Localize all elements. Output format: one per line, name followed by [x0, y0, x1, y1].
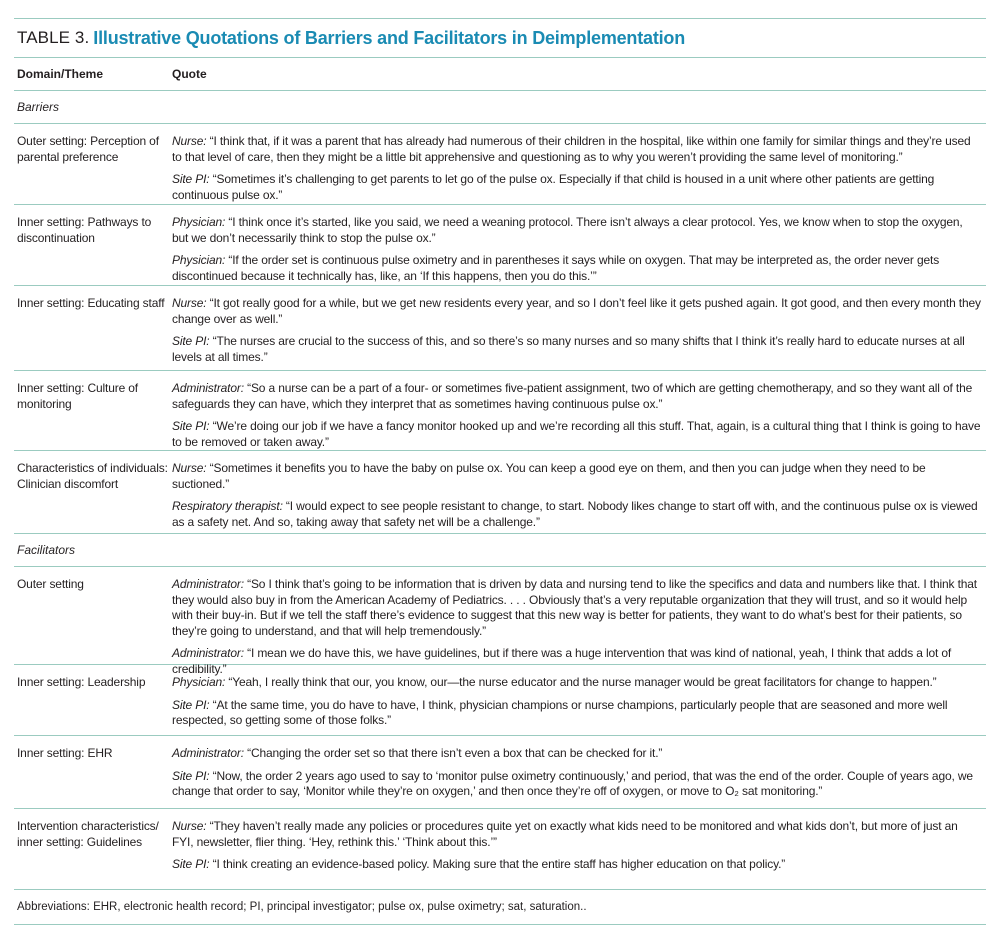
quote — [172, 857, 982, 873]
table-body — [14, 91, 986, 890]
quote-cell — [172, 567, 986, 676]
quote-cell — [172, 124, 986, 204]
quote-speaker: Site PI: — [172, 697, 210, 712]
quote — [172, 499, 982, 530]
domain-cell: Inner setting: EHR — [17, 746, 113, 760]
table-row — [14, 567, 986, 676]
domain-cell: Inner setting: Pathways to discontinuation — [17, 215, 152, 245]
quote — [172, 746, 982, 762]
table-row — [14, 124, 986, 204]
table-row — [14, 371, 986, 450]
header-domain: Domain/Theme — [17, 67, 104, 81]
table-title-bar — [14, 19, 986, 57]
quote-text: “They haven’t really made any policies or procedures quite yet on exactly what kids need to be monitored and what kids don’t, but more of just an FYI, newsletter, flier thing. ‘Hey, rethink this.’ ‘Think about this.’” — [172, 819, 958, 849]
table-row — [14, 809, 986, 889]
quote — [172, 419, 982, 450]
quote-text: “If the order set is continuous pulse oximetry and in parentheses it says while on oxygen. That may be interpreted as, the order never gets discontinued because it technically has, like, an ‘If this happens, then you do this.’” — [172, 253, 940, 283]
quote-speaker: Site PI: — [172, 768, 210, 783]
quote-cell — [172, 205, 986, 285]
quote-text: “I would expect to see people resistant to change, to start. Nobody likes change to start off with, and the continuous pulse ox is viewed as a safety net. And so, taking away that safety net will be a challenge.” — [172, 499, 978, 529]
table-row — [14, 736, 986, 808]
quote-text: “I think creating an evidence-based policy. Making sure that the entire staff has higher education on that policy.” — [209, 857, 786, 871]
domain-cell: Inner setting: Leadership — [17, 675, 146, 689]
table-label: TABLE 3. — [17, 28, 90, 47]
quote-speaker: Nurse: — [172, 134, 207, 148]
quote-speaker: Physician: — [172, 253, 226, 267]
quote-cell — [172, 286, 986, 370]
quote-text: “At the same time, you do have to have, I think, physician champions or nurse champions, particularly people that are seasoned and more well respected, so getting some of those folks.” — [172, 697, 948, 727]
quote-text: “I think once it’s started, like you said, we need a weaning protocol. There isn’t always a clear protocol. Yes, we know when to stop the oxygen, but we don’t necessarily think to stop the pulse ox.” — [172, 215, 963, 245]
quote-speaker: Site PI: — [172, 172, 210, 186]
quote — [172, 296, 982, 327]
table-row — [14, 665, 986, 735]
table-title: Illustrative Quotations of Barriers and Facilitators in Deimplementation — [93, 27, 686, 48]
quote-speaker: Physician: — [172, 675, 226, 689]
quote-cell — [172, 665, 986, 735]
quote-speaker: Administrator: — [172, 381, 244, 395]
quote — [172, 698, 982, 729]
quote-speaker: Respiratory therapist: — [172, 499, 283, 513]
bottom-rule — [14, 924, 986, 925]
quote-text: “We’re doing our job if we have a fancy monitor hooked up and we’re recording all this stuff. That, again, is a cultural thing that I think is going to have to be removed or taken away.” — [172, 419, 981, 449]
quote-text: “Changing the order set so that there isn’t even a box that can be checked for it.” — [243, 746, 663, 760]
quote — [172, 215, 982, 246]
quote-cell — [172, 736, 986, 808]
quote-text: “I think that, if it was a parent that has already had numerous of their children in the hospital, like within one family for similar things and they’re used to that level of care, then they might be a little bit apprehensive and questioning as to why you weren’t providing the same level of monitoring.” — [172, 134, 971, 164]
quote-speaker: Administrator: — [172, 746, 244, 760]
quote — [172, 577, 982, 639]
quote-text: “Yeah, I really think that our, you know, our—the nurse educator and the nurse manager would be great facilitators for change to happen.” — [225, 675, 937, 689]
quote-speaker: Nurse: — [172, 296, 207, 310]
quote-cell — [172, 809, 986, 889]
quote-text: “I mean we do have this, we have guidelines, but if there was a huge intervention that was kind of national, yeah, I think that adds a lot of credibility.” — [172, 646, 952, 676]
quote-speaker: Administrator: — [172, 577, 244, 591]
quote — [172, 381, 982, 412]
quote-speaker: Site PI: — [172, 419, 210, 433]
quote-speaker: Site PI: — [172, 334, 210, 348]
quote-text: “It got really good for a while, but we get new residents every year, and so I don’t feel like it gets pushed again. It got good, and then every month they change over as well.” — [172, 296, 981, 326]
quote — [172, 675, 982, 691]
quote-speaker: Physician: — [172, 215, 226, 229]
table-row — [14, 205, 986, 285]
section-label: Barriers — [17, 100, 60, 114]
quote-cell — [172, 451, 986, 533]
table-header-row — [14, 58, 986, 90]
quote-speaker: Nurse: — [172, 461, 207, 475]
quote-text: “Sometimes it’s challenging to get parents to let go of the pulse ox. Especially if that child is housed in a unit where other patients are getting continuous pulse ox.” — [172, 172, 935, 202]
quote — [172, 461, 982, 492]
quote-speaker: Administrator: — [172, 646, 244, 660]
section-label: Facilitators — [17, 543, 76, 557]
quote-text: “Now, the order 2 years ago used to say to ‘monitor pulse oximetry continuously,’ and period, that was the end of the order. Couple of years ago, we change that order to say, ‘Monitor while they’re on oxygen,’ and then once they’re off of oxygen, or move to O₂ sat monitoring.” — [172, 768, 973, 798]
quote — [172, 769, 982, 800]
domain-cell: Outer setting: Perception of parental preference — [17, 134, 159, 164]
quote — [172, 253, 982, 284]
quote — [172, 334, 982, 365]
quote-speaker: Nurse: — [172, 819, 207, 833]
quote-text: “So a nurse can be a part of a four- or sometimes five-patient assignment, two of which are getting chemotherapy, and so they want all of the safeguards they can have, which they interpret that as sometimes having continuous pulse ox.” — [172, 381, 973, 411]
quote-text: “The nurses are crucial to the success of this, and so there’s so many nurses and so many shifts that I think it’s really hard to educate nurses at all levels at all times.” — [172, 334, 965, 364]
domain-cell: Inner setting: Educating staff — [17, 296, 165, 310]
quote-text: “So I think that’s going to be information that is driven by data and nursing tend to like the specifics and data and numbers like that. I think that they would also buy in from the American Academy of Pediatrics. . . . Obviously that’s a very reputable organization that they will trust, and so it would help with their buy-in. But if we tell the staff there’s evidence to suggest that this new way is better for patients, they want to do what’s best for their patients, so they’re going to understand, and that will help tremendously.” — [172, 577, 977, 638]
domain-cell: Intervention characteristics/ inner setting: Guidelines — [17, 819, 159, 849]
header-quote: Quote — [172, 67, 207, 81]
quote-text: “Sometimes it benefits you to have the baby on pulse ox. You can keep a good eye on them, and then you can judge when they need to be suctioned.” — [172, 461, 926, 491]
table-row — [14, 451, 986, 533]
quote-speaker: Site PI: — [172, 857, 210, 871]
domain-cell: Characteristics of individuals: Clinician discomfort — [17, 461, 168, 491]
table-footnote: Abbreviations: EHR, electronic health record; PI, principal investigator; pulse ox, pulse oximetry; sat, saturation.. — [17, 901, 587, 913]
quote — [172, 819, 982, 850]
domain-cell: Outer setting — [17, 577, 84, 591]
domain-cell: Inner setting: Culture of monitoring — [17, 381, 138, 411]
quote-cell — [172, 371, 986, 450]
table-figure — [14, 18, 986, 925]
quote — [172, 172, 982, 203]
quote — [172, 134, 982, 165]
table-row — [14, 286, 986, 370]
